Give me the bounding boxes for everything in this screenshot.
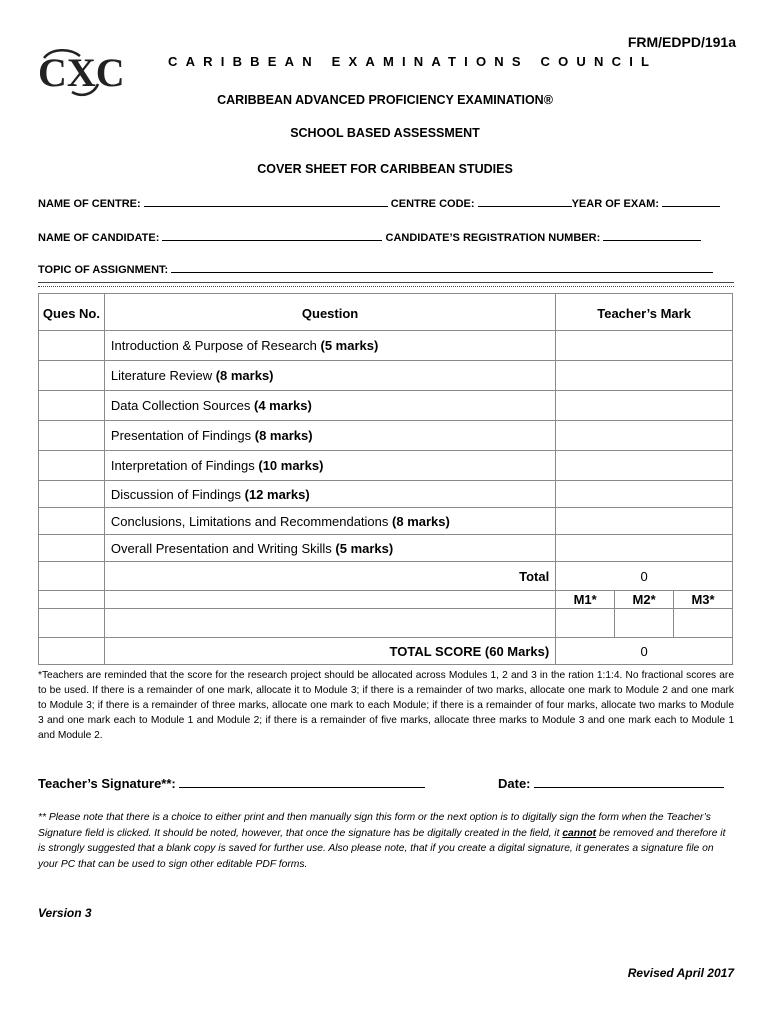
module-1-label: M1* [556, 591, 615, 609]
teacher-mark-input[interactable] [556, 535, 733, 562]
centre-code-label: CENTRE CODE: [390, 198, 475, 210]
date-row [498, 776, 724, 791]
ques-no-cell [39, 361, 105, 391]
ques-no-cell [39, 331, 105, 361]
logo-text: CXC [38, 50, 125, 95]
teacher-mark-input[interactable] [556, 451, 733, 481]
topic-row [38, 262, 713, 276]
module-1-input[interactable] [556, 609, 615, 638]
ques-no-cell [39, 391, 105, 421]
topic-field[interactable] [171, 262, 713, 273]
version-label: Version 3 [38, 906, 92, 920]
ques-no-cell [39, 535, 105, 562]
question-cell: Overall Presentation and Writing Skills (5 marks) [104, 535, 555, 562]
disclaimer-emphasis: cannot [562, 827, 597, 839]
sba-title: SCHOOL BASED ASSESSMENT [290, 126, 480, 140]
cxc-logo [36, 46, 125, 98]
total-score-value: 0 [556, 638, 733, 665]
total-value: 0 [556, 562, 733, 591]
form-code: FRM/EDPD/191a [627, 34, 736, 50]
centre-code-field[interactable] [478, 196, 572, 207]
table-row [39, 391, 733, 421]
centre-row [38, 196, 720, 210]
year-of-exam-label: YEAR OF EXAM: [571, 198, 659, 210]
divider-rule [38, 282, 734, 287]
ques-no-cell [39, 508, 105, 535]
teacher-mark-input[interactable] [556, 421, 733, 451]
question-cell: Conclusions, Limitations and Recommendations (8 marks) [104, 508, 555, 535]
teacher-mark-input[interactable] [556, 481, 733, 508]
candidate-row [38, 230, 701, 244]
header-ques-no: Ques No. [39, 294, 105, 331]
name-of-centre-field[interactable] [144, 196, 388, 207]
teacher-mark-input[interactable] [556, 331, 733, 361]
total-row [39, 562, 733, 591]
ques-no-cell [39, 481, 105, 508]
year-of-exam-field[interactable] [662, 196, 720, 207]
total-score-label: TOTAL SCORE (60 Marks) [104, 638, 555, 665]
exam-title: CARIBBEAN ADVANCED PROFICIENCY EXAMINATION® [217, 93, 553, 107]
header-question: Question [104, 294, 555, 331]
marks-table [38, 293, 733, 665]
signature-field[interactable] [179, 777, 425, 788]
ques-no-cell [39, 421, 105, 451]
table-row [39, 481, 733, 508]
teacher-mark-input[interactable] [556, 361, 733, 391]
table-row [39, 331, 733, 361]
signature-disclaimer: ** Please note that there is a choice to either print and then manually sign this form or the next option is to digitally sign the form when the Teacher’s Signature field is clicked. It should be noted, however, that once the signature has be digitally created in the field, it cannot be removed and therefore it is strongly suggested that a blank copy is saved for further use. Also please note, that if you create a digital signature, it generates a signature file on your PC that can be used to sign other editable PDF forms. [38, 812, 726, 870]
signature-label: Teacher’s Signature**: [38, 776, 176, 791]
modules-value-row [39, 609, 733, 638]
name-of-centre-label: NAME OF CENTRE: [38, 198, 141, 210]
council-name: CARIBBEAN EXAMINATIONS COUNCIL [168, 54, 658, 69]
topic-label: TOPIC OF ASSIGNMENT: [38, 264, 169, 276]
total-label: Total [104, 562, 555, 591]
ques-no-cell [39, 451, 105, 481]
question-cell: Interpretation of Findings (10 marks) [104, 451, 555, 481]
question-cell: Introduction & Purpose of Research (5 marks) [104, 331, 555, 361]
question-cell: Literature Review (8 marks) [104, 361, 555, 391]
name-of-candidate-label: NAME OF CANDIDATE: [38, 232, 160, 244]
registration-number-field[interactable] [603, 230, 701, 241]
table-row [39, 361, 733, 391]
module-2-label: M2* [615, 591, 674, 609]
module-3-label: M3* [674, 591, 733, 609]
signature-row [38, 776, 425, 791]
question-cell: Data Collection Sources (4 marks) [104, 391, 555, 421]
revised-date: Revised April 2017 [627, 966, 734, 980]
modules-header-row [39, 591, 733, 609]
table-header-row [39, 294, 733, 331]
date-field[interactable] [534, 777, 724, 788]
table-row [39, 451, 733, 481]
question-cell: Presentation of Findings (8 marks) [104, 421, 555, 451]
date-label: Date: [498, 776, 531, 791]
table-row [39, 535, 733, 562]
teacher-mark-input[interactable] [556, 508, 733, 535]
header-teachers-mark: Teacher’s Mark [556, 294, 733, 331]
table-row [39, 421, 733, 451]
table-row [39, 508, 733, 535]
module-3-input[interactable] [674, 609, 733, 638]
total-score-row [39, 638, 733, 665]
teacher-mark-input[interactable] [556, 391, 733, 421]
allocation-note: *Teachers are reminded that the score for the research project should be allocated across Modules 1, 2 and 3 in the ration 1:1:4. No fractional scores are to be used. If there is a remainder of one mark, allocate it to Module 3; if there is a remainder of two marks, allocate one mark to Module 2 and one mark to Module 3; if there is a remainder of three marks, allocate one mark to each Module; if there is a remainder of four marks, allocate two marks to Module 3 and one mark each to Module 1 and Module 2; if there is a remainder of five marks, allocate three marks to Module 3 and one mark each to Module 1 and Module 2. [38, 670, 734, 741]
question-cell: Discussion of Findings (12 marks) [104, 481, 555, 508]
module-2-input[interactable] [615, 609, 674, 638]
cover-title: COVER SHEET FOR CARIBBEAN STUDIES [257, 162, 513, 176]
registration-number-label: CANDIDATE’S REGISTRATION NUMBER: [385, 232, 601, 244]
name-of-candidate-field[interactable] [162, 230, 382, 241]
